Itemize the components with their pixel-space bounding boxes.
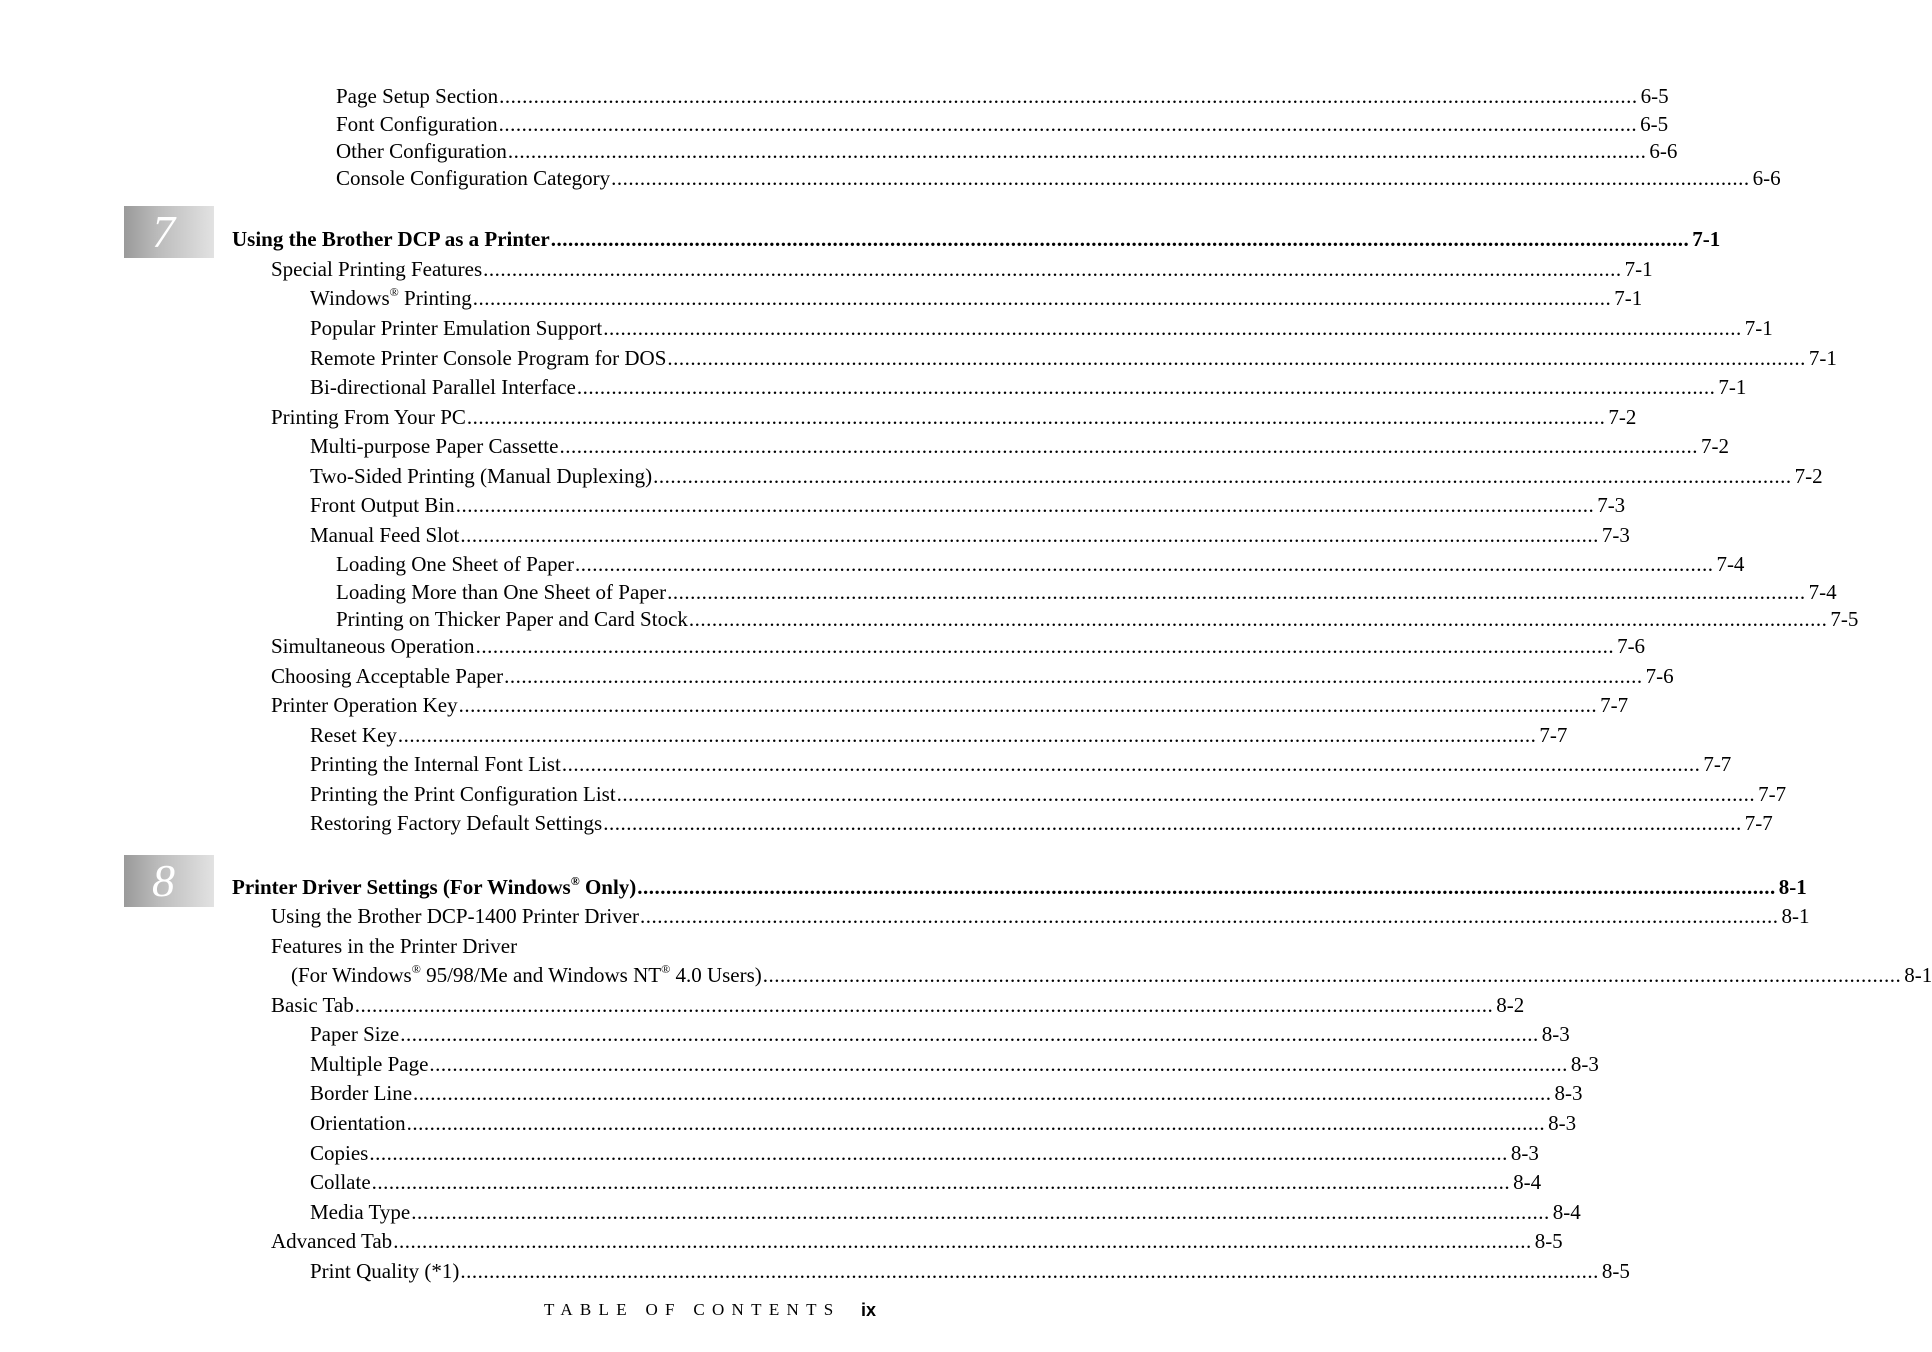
toc-entry-title: Console Configuration Category <box>336 166 611 190</box>
toc-entry-page: 7-1 <box>1718 375 1747 399</box>
dot-leader: ...................................................................................................................................................................................................... <box>667 580 1806 604</box>
toc-entry-page: 7-4 <box>1808 580 1837 604</box>
toc-entry-title: Printing the Print Configuration List <box>310 782 616 806</box>
toc-entry-title: Restoring Factory Default Settings <box>310 811 603 835</box>
dot-leader: ...................................................................................................................................................................................................... <box>475 634 1615 658</box>
toc-entry[interactable] <box>291 962 1932 987</box>
toc-entry[interactable] <box>310 375 1747 399</box>
toc-entry-title: Orientation <box>310 1111 406 1135</box>
toc-entry-title: Border Line <box>310 1081 413 1105</box>
toc-entry-title: Collate <box>310 1170 371 1194</box>
dot-leader: ...................................................................................................................................................................................................... <box>637 875 1776 899</box>
toc-entry-title: Front Output Bin <box>310 493 455 517</box>
toc-entry-title: Printing From Your PC <box>271 405 466 429</box>
toc-entry-title: Media Type <box>310 1200 411 1224</box>
title-text: Printer Driver Settings (For Windows <box>232 875 571 899</box>
dot-leader: ...................................................................................................................................................................................................... <box>640 904 1779 928</box>
toc-entry-page: 7-7 <box>1539 723 1568 747</box>
toc-entry-page: 8-2 <box>1496 993 1525 1017</box>
toc-entry[interactable] <box>336 580 1837 604</box>
toc-entry-title: Loading One Sheet of Paper <box>336 552 574 576</box>
chapter-number: 8 <box>152 855 175 906</box>
dot-leader: ...................................................................................................................................................................................................... <box>369 1141 1508 1165</box>
toc-entry-page: 7-6 <box>1617 634 1646 658</box>
toc-entry-page: 7-7 <box>1744 811 1773 835</box>
toc-entry-page: 7-2 <box>1794 464 1823 488</box>
dot-leader: ...................................................................................................................................................................................................... <box>371 1170 1511 1194</box>
title-text: Windows <box>310 286 390 310</box>
toc-entry-page: 8-3 <box>1541 1022 1570 1046</box>
toc-entry-page: 6-6 <box>1752 166 1781 190</box>
toc-entry-page: 7-7 <box>1600 693 1629 717</box>
toc-entry-page: 7-1 <box>1624 257 1653 281</box>
toc-entry-page: 7-1 <box>1808 346 1837 370</box>
toc-entry[interactable] <box>310 434 1729 458</box>
toc-entry-title: Copies <box>310 1141 369 1165</box>
toc-entry-page: 8-3 <box>1554 1081 1583 1105</box>
toc-entry-page: 7-1 <box>1614 286 1643 310</box>
registered-mark: ® <box>411 962 421 976</box>
toc-entry[interactable] <box>310 1022 1570 1046</box>
toc-entry-page: 7-4 <box>1716 552 1745 576</box>
title-text: (For Windows <box>291 963 412 987</box>
dot-leader: ...................................................................................................................................................................................................... <box>498 112 1638 136</box>
toc-entry-page: 7-2 <box>1700 434 1729 458</box>
toc-entry-title: Font Configuration <box>336 112 498 136</box>
toc-entry[interactable] <box>336 607 1859 631</box>
toc-entry-title: Printer Operation Key <box>271 693 458 717</box>
title-text: 4.0 Users) <box>670 963 762 987</box>
chapter-title: Using the Brother DCP as a Printer <box>232 227 550 251</box>
toc-entry-page: 6-6 <box>1649 139 1678 163</box>
title-text: 95/98/Me and Windows NT <box>420 963 662 987</box>
dot-leader: ...................................................................................................................................................................................................... <box>507 139 1647 163</box>
dot-leader: ...................................................................................................................................................................................................... <box>458 693 1598 717</box>
toc-entry[interactable] <box>310 285 1643 310</box>
dot-leader: ...................................................................................................................................................................................................... <box>406 1111 1546 1135</box>
dot-leader: ...................................................................................................................................................................................................... <box>550 227 1690 251</box>
title-text: Printing <box>398 286 472 310</box>
toc-entry[interactable] <box>310 811 1773 835</box>
toc-entry-title-line[interactable]: Features in the Printer Driver <box>271 934 518 958</box>
toc-entry-title: Paper Size <box>310 1022 400 1046</box>
dot-leader: ...................................................................................................................................................................................................... <box>653 464 1792 488</box>
toc-entry-page: 6-5 <box>1640 112 1669 136</box>
toc-entry-page: 6-5 <box>1640 84 1669 108</box>
registered-mark: ® <box>661 962 671 976</box>
toc-entry-title: Loading More than One Sheet of Paper <box>336 580 667 604</box>
toc-entry-title: Other Configuration <box>336 139 507 163</box>
toc-entry[interactable] <box>271 993 1525 1017</box>
toc-entry[interactable] <box>310 346 1837 370</box>
toc-entry-title: Print Quality (*1) <box>310 1259 460 1283</box>
toc-entry-title <box>310 286 472 310</box>
toc-entry-title: Special Printing Features <box>271 257 483 281</box>
dot-leader: ...................................................................................................................................................................................................... <box>354 993 1494 1017</box>
dot-leader: ...................................................................................................................................................................................................... <box>667 346 1806 370</box>
toc-entry-title: Page Setup Section <box>336 84 499 108</box>
toc-entry-title: Popular Printer Emulation Support <box>310 316 603 340</box>
dot-leader: ...................................................................................................................................................................................................... <box>504 664 1643 688</box>
toc-entry[interactable] <box>271 693 1629 717</box>
chapter-page: 8-1 <box>1778 875 1807 899</box>
toc-entry-title: Printing the Internal Font List <box>310 752 561 776</box>
dot-leader: ...................................................................................................................................................................................................... <box>411 1200 1550 1224</box>
toc-entry[interactable] <box>310 316 1773 340</box>
toc-entry[interactable] <box>310 782 1787 806</box>
toc-entry-page: 7-5 <box>1830 607 1859 631</box>
toc-entry[interactable] <box>271 405 1637 429</box>
toc-entry[interactable] <box>271 634 1646 658</box>
dot-leader: ...................................................................................................................................................................................................... <box>499 84 1638 108</box>
toc-entry-page: 7-2 <box>1608 405 1637 429</box>
toc-entry-page: 7-6 <box>1645 664 1674 688</box>
footer-page-number: ix <box>860 1300 876 1320</box>
chapter-title <box>232 875 636 899</box>
dot-leader: ...................................................................................................................................................................................................... <box>762 963 1902 987</box>
toc-entry[interactable] <box>310 1111 1577 1135</box>
toc-entry-page: 8-3 <box>1510 1141 1539 1165</box>
toc-entry-page: 7-3 <box>1601 523 1630 547</box>
dot-leader: ...................................................................................................................................................................................................... <box>561 752 1701 776</box>
toc-entry[interactable] <box>310 752 1732 776</box>
dot-leader: ...................................................................................................................................................................................................... <box>460 523 1599 547</box>
title-text: Only) <box>579 875 637 899</box>
toc-entry-page: 8-1 <box>1904 963 1932 987</box>
toc-entry-title: Advanced Tab <box>271 1229 393 1253</box>
toc-entry-page: 8-4 <box>1552 1200 1581 1224</box>
dot-leader: ...................................................................................................................................................................................................... <box>688 607 1828 631</box>
chapter-tab-8 <box>124 855 214 907</box>
chapter-heading-8[interactable] <box>232 874 1807 899</box>
toc-entry-page: 8-3 <box>1548 1111 1577 1135</box>
toc-entry-title: Multi-purpose Paper Cassette <box>310 434 559 458</box>
toc-entry[interactable] <box>310 1141 1539 1165</box>
dot-leader: ...................................................................................................................................................................................................... <box>460 1259 1599 1283</box>
chapter-heading-7[interactable] <box>232 227 1721 251</box>
dot-leader: ...................................................................................................................................................................................................... <box>455 493 1595 517</box>
toc-entry[interactable] <box>310 1052 1599 1076</box>
dot-leader: ...................................................................................................................................................................................................... <box>574 552 1714 576</box>
toc-entry[interactable] <box>336 84 1669 108</box>
toc-entry-page: 7-3 <box>1597 493 1626 517</box>
toc-entry[interactable] <box>271 904 1810 928</box>
toc-entry[interactable] <box>336 166 1781 190</box>
dot-leader: ...................................................................................................................................................................................................... <box>483 257 1622 281</box>
toc-entry-page: 7-7 <box>1703 752 1732 776</box>
toc-entry-page: 7-7 <box>1758 782 1787 806</box>
toc-entry[interactable] <box>336 139 1678 163</box>
toc-entry-page: 8-1 <box>1781 904 1810 928</box>
dot-leader: ...................................................................................................................................................................................................... <box>413 1081 1552 1105</box>
toc-entry[interactable] <box>336 112 1669 136</box>
dot-leader: ...................................................................................................................................................................................................... <box>400 1022 1539 1046</box>
registered-mark: ® <box>570 874 580 888</box>
toc-entry-page: 8-3 <box>1570 1052 1599 1076</box>
footer-running-title: TABLE OF CONTENTS <box>544 1300 841 1319</box>
toc-entry[interactable] <box>310 464 1823 488</box>
toc-entry[interactable] <box>310 1081 1583 1105</box>
toc-entry-page: 7-1 <box>1744 316 1773 340</box>
toc-entry[interactable] <box>310 523 1630 547</box>
toc-entry[interactable] <box>310 723 1568 747</box>
toc-entry-title: Bi-directional Parallel Interface <box>310 375 576 399</box>
toc-entry-page: 8-5 <box>1534 1229 1563 1253</box>
toc-entry-title: Using the Brother DCP-1400 Printer Driver <box>271 904 640 928</box>
dot-leader: ...................................................................................................................................................................................................... <box>393 1229 1532 1253</box>
toc-entry-title: Remote Printer Console Program for DOS <box>310 346 667 370</box>
chapter-page: 7-1 <box>1692 227 1721 251</box>
toc-entry-title: Printing on Thicker Paper and Card Stock <box>336 607 688 631</box>
registered-mark: ® <box>389 285 399 299</box>
dot-leader: ...................................................................................................................................................................................................... <box>466 405 1606 429</box>
dot-leader: ...................................................................................................................................................................................................... <box>559 434 1698 458</box>
chapter-tab-7 <box>124 206 214 258</box>
toc-entry[interactable] <box>310 1259 1630 1283</box>
dot-leader: ...................................................................................................................................................................................................... <box>472 286 1612 310</box>
chapter-number: 7 <box>152 206 175 257</box>
dot-leader: ...................................................................................................................................................................................................... <box>429 1052 1568 1076</box>
toc-entry[interactable] <box>310 493 1626 517</box>
toc-entry-title: Manual Feed Slot <box>310 523 460 547</box>
toc-entry-page: 8-4 <box>1513 1170 1542 1194</box>
dot-leader: ...................................................................................................................................................................................................... <box>603 316 1742 340</box>
toc-entry-title: Multiple Page <box>310 1052 429 1076</box>
toc-entry[interactable] <box>310 1200 1581 1224</box>
toc-entry[interactable] <box>310 1170 1542 1194</box>
toc-entry-title <box>291 963 762 987</box>
toc-entry[interactable] <box>336 552 1745 576</box>
toc-entry-title: Choosing Acceptable Paper <box>271 664 504 688</box>
toc-entry[interactable] <box>271 257 1653 281</box>
dot-leader: ...................................................................................................................................................................................................... <box>603 811 1742 835</box>
dot-leader: ...................................................................................................................................................................................................... <box>611 166 1750 190</box>
dot-leader: ...................................................................................................................................................................................................... <box>576 375 1716 399</box>
toc-entry-title: Reset Key <box>310 723 397 747</box>
toc-entry[interactable] <box>271 664 1674 688</box>
toc-entry[interactable] <box>271 1229 1563 1253</box>
toc-entry-title: Simultaneous Operation <box>271 634 475 658</box>
dot-leader: ...................................................................................................................................................................................................... <box>397 723 1537 747</box>
toc-entry-title: Two-Sided Printing (Manual Duplexing) <box>310 464 653 488</box>
toc-entry-page: 8-5 <box>1601 1259 1630 1283</box>
toc-entry-title: Basic Tab <box>271 993 354 1017</box>
dot-leader: ...................................................................................................................................................................................................... <box>616 782 1756 806</box>
